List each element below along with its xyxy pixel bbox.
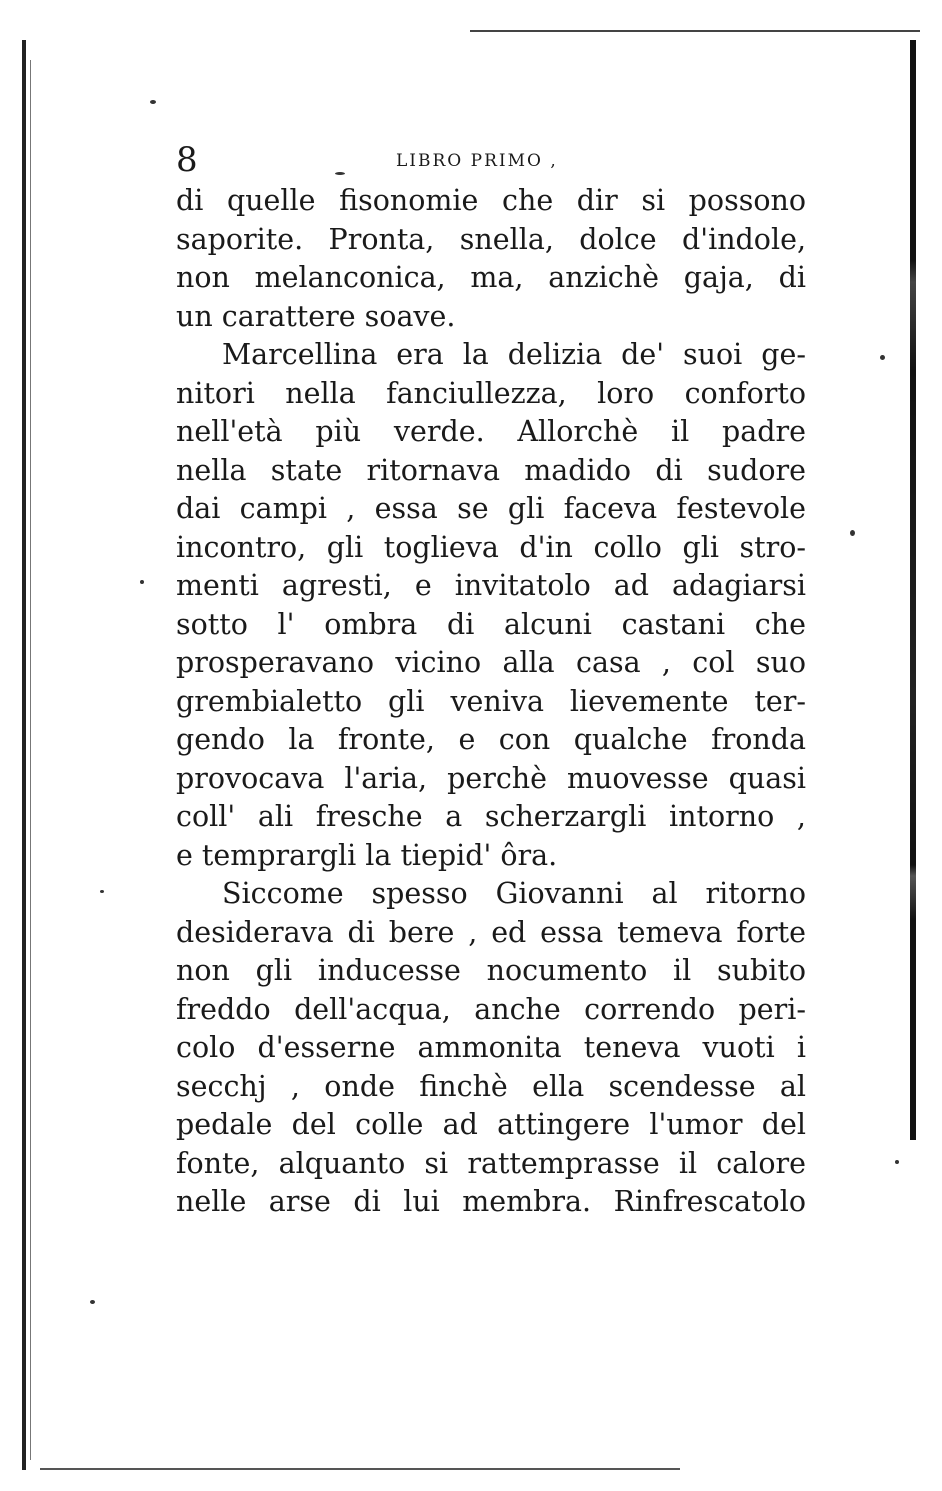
text-line: freddo dell'acqua, anche correndo peri- — [176, 992, 806, 1026]
scan-speck — [150, 100, 156, 104]
text-line: grembialetto gli veniva lievemente ter- — [176, 684, 806, 718]
text-line: saporite. Pronta, snella, dolce d'indole, — [176, 222, 806, 256]
text-line: menti agresti, e invitatolo ad adagiarsi — [176, 569, 806, 602]
text-line: non melanconica, ma, anzichè gaja, di — [176, 261, 806, 294]
scan-speck — [100, 890, 104, 893]
text-line: e temprargli la tiepid' ôra. — [176, 838, 558, 872]
text-line: desiderava di bere , ed essa temeva forte — [176, 915, 806, 949]
text-line: gendo la fronte, e con qualche fronda — [176, 723, 806, 756]
text-line: secchj , onde finchè ella scendesse al — [176, 1069, 806, 1103]
text-line: fonte, alquanto si rattemprasse il calore — [176, 1146, 806, 1180]
text-line: nitori nella fanciullezza, loro conforto — [176, 376, 806, 410]
text-line: sotto l' ombra di alcuni castani che — [176, 607, 806, 641]
page-header — [176, 138, 806, 182]
text-line: incontro, gli toglieva d'in collo gli stro- — [176, 530, 806, 564]
text-line: dai campi , essa se gli faceva festevole — [176, 492, 806, 525]
text-line: un carattere soave. — [176, 299, 456, 333]
running-head: LIBRO PRIMO , — [396, 151, 558, 171]
page-edge-bottom — [40, 1468, 680, 1470]
text-line: nella state ritornava madido di sudore — [176, 453, 806, 487]
text-line: provocava l'aria, perchè muovesse quasi — [176, 761, 806, 795]
page-edge-top — [470, 30, 920, 32]
page-edge-left — [22, 40, 26, 1470]
text-line: non gli inducesse nocumento il subito — [176, 954, 806, 987]
page-number: 8 — [176, 140, 198, 180]
paragraph — [176, 875, 806, 1222]
text-line: nelle arse di lui membra. Rinfrescatolo — [176, 1185, 806, 1218]
text-line: Marcellina era la delizia de' suoi ge- — [222, 338, 806, 371]
scan-speck — [880, 355, 885, 360]
text-line: pedale del colle ad attingere l'umor del — [176, 1108, 806, 1141]
text-line: Siccome spesso Giovanni al ritorno — [222, 877, 806, 910]
text-line: di quelle fisonomie che dir si possono — [176, 184, 806, 217]
text-line: nell'età più verde. Allorchè il padre — [176, 415, 806, 448]
page-edge-right — [910, 40, 916, 1140]
body-text — [176, 182, 806, 1222]
scan-speck — [90, 1300, 95, 1304]
text-line: coll' ali fresche a scherzargli intorno , — [176, 800, 806, 833]
scan-speck — [850, 530, 855, 536]
paragraph — [176, 182, 806, 336]
page-edge-left-inner — [30, 60, 31, 1460]
paragraph — [176, 336, 806, 875]
text-line: colo d'esserne ammonita teneva vuoti i — [176, 1031, 806, 1064]
scan-speck — [140, 580, 144, 584]
scan-speck — [895, 1160, 899, 1164]
text-line: prosperavano vicino alla casa , col suo — [176, 646, 806, 679]
